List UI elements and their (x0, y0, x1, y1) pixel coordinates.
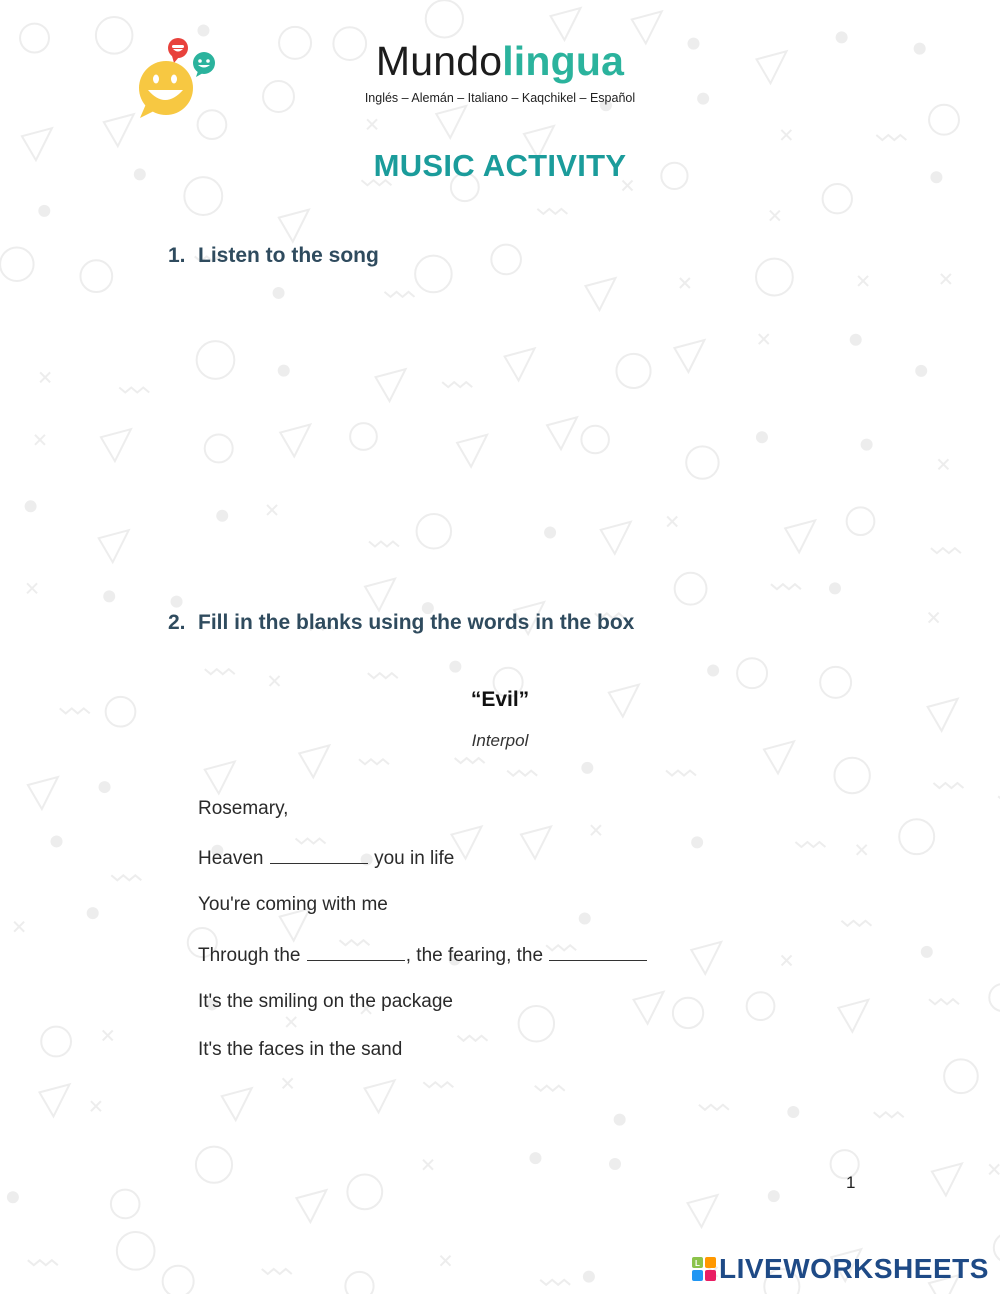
bg-triangle (365, 579, 395, 611)
bg-ring (989, 984, 1000, 1011)
bg-dot (25, 500, 37, 512)
page-title: MUSIC ACTIVITY (373, 148, 627, 183)
bg-zigzag (385, 292, 415, 297)
bg-dot (51, 835, 63, 847)
bg-ring (0, 247, 33, 280)
lyric-text: Heaven (198, 848, 264, 869)
bg-triangle (365, 1080, 395, 1112)
bg-cross (938, 459, 948, 469)
bg-dot (273, 287, 285, 299)
badge-letter: L (695, 1259, 700, 1268)
bg-ring (929, 105, 959, 135)
bg-zigzag (60, 708, 90, 713)
bg-triangle (104, 114, 134, 146)
bg-cross (781, 130, 791, 140)
bg-zigzag (359, 759, 389, 764)
bg-triangle (457, 435, 487, 467)
bg-ring (417, 514, 452, 549)
bg-dot (99, 781, 111, 793)
bg-triangle (688, 1195, 718, 1227)
page-number: 1 (846, 1173, 856, 1192)
bg-triangle (222, 1088, 252, 1120)
bg-zigzag (876, 135, 906, 140)
bg-ring (994, 1233, 1000, 1263)
bg-ring (616, 354, 650, 388)
bg-ring (41, 1027, 71, 1057)
bg-ring (263, 81, 294, 112)
bg-zigzag (841, 921, 871, 926)
bg-zigzag (666, 771, 696, 776)
lyric-line-2 (198, 846, 454, 870)
bg-zigzag (296, 839, 326, 844)
bg-ring (491, 245, 521, 275)
bg-ring (673, 998, 703, 1028)
bg-zigzag (771, 584, 801, 589)
bg-ring (519, 1006, 554, 1041)
bg-triangle (674, 340, 704, 372)
bg-triangle (205, 762, 235, 794)
brand-name (300, 38, 700, 85)
section-heading-text: Listen to the song (198, 244, 379, 267)
bg-zigzag (537, 209, 567, 214)
song-artist: Interpol (471, 731, 529, 750)
bg-triangle (634, 992, 664, 1024)
bg-zigzag (535, 1086, 565, 1091)
bg-ring (675, 573, 707, 605)
bg-triangle (452, 827, 482, 859)
bg-dot (581, 762, 593, 774)
section-number: 1. (168, 244, 186, 267)
bg-ring (426, 0, 463, 37)
section-heading-fill-blanks (168, 611, 634, 635)
bg-ring (106, 697, 136, 727)
bg-zigzag (423, 1082, 453, 1087)
bg-ring (737, 658, 767, 688)
bg-cross (667, 517, 677, 527)
bg-cross (27, 583, 37, 593)
bg-triangle (296, 1190, 326, 1222)
bg-ring (415, 256, 452, 293)
bg-dot (134, 168, 146, 180)
lyric-text: , the fearing, the (405, 945, 544, 966)
bg-dot (921, 946, 933, 958)
bg-ring (823, 184, 852, 213)
bg-triangle (757, 51, 787, 83)
bg-triangle (585, 278, 615, 310)
bg-zigzag (28, 1260, 58, 1265)
bg-zigzag (933, 783, 963, 788)
bg-triangle (101, 429, 131, 461)
bg-zigzag (929, 999, 959, 1004)
bg-zigzag (874, 1112, 904, 1117)
bg-ring (117, 1232, 155, 1270)
lyric-line-1: Rosemary, (198, 798, 289, 819)
bg-cross (270, 676, 280, 686)
blank-field[interactable] (307, 943, 405, 961)
liveworksheets-logo[interactable] (692, 1253, 989, 1285)
bg-cross (857, 845, 867, 855)
bg-dot (707, 664, 719, 676)
bg-dot (768, 1190, 780, 1202)
bg-cross (941, 274, 951, 284)
bg-triangle (547, 417, 577, 449)
bg-ring (899, 819, 934, 854)
bg-cross (14, 922, 24, 932)
brand-name-regular: Mundo (375, 38, 503, 84)
bg-dot (930, 171, 942, 183)
bg-triangle (99, 530, 129, 562)
bg-cross (440, 1256, 450, 1266)
bg-dot (583, 1271, 595, 1283)
lyric-line-6: It's the faces in the sand (198, 1039, 403, 1060)
bg-triangle (764, 741, 794, 773)
bg-triangle (280, 425, 310, 457)
bg-cross (35, 435, 45, 445)
blank-field[interactable] (270, 846, 368, 864)
lyric-line-5: It's the smiling on the package (198, 991, 453, 1012)
bg-dot (836, 31, 848, 43)
bg-triangle (691, 942, 721, 974)
bg-cross (591, 825, 601, 835)
bg-dot (449, 661, 461, 673)
bg-triangle (932, 1164, 962, 1196)
bg-dot (529, 1152, 541, 1164)
bg-ring (581, 426, 609, 454)
bg-cross (286, 1017, 296, 1027)
bg-triangle (838, 1000, 868, 1032)
bg-zigzag (369, 542, 399, 547)
bg-triangle (550, 8, 580, 40)
liveworksheets-wordmark: LIVEWORKSHEETS (719, 1253, 989, 1284)
bg-dot (579, 912, 591, 924)
bg-dot (38, 205, 50, 217)
lyric-text: you in life (374, 848, 455, 869)
brand-name-bold: lingua (502, 38, 625, 84)
bg-dot (787, 1106, 799, 1118)
bg-dot (756, 431, 768, 443)
bg-zigzag (458, 1036, 488, 1041)
bg-dot (914, 43, 926, 55)
section-number: 2. (168, 611, 186, 634)
bg-ring (756, 259, 793, 296)
bg-zigzag (119, 387, 149, 392)
bg-cross (423, 1160, 433, 1170)
lyric-text: Through the (198, 945, 301, 966)
bg-triangle (521, 827, 551, 859)
bg-cross (267, 505, 277, 515)
bg-triangle (505, 348, 535, 380)
bg-ring (197, 341, 235, 379)
bg-cross (782, 955, 792, 965)
bg-dot (829, 582, 841, 594)
bg-dot (87, 907, 99, 919)
bg-triangle (376, 369, 406, 401)
bg-dot (216, 510, 228, 522)
bg-ring (345, 1272, 373, 1294)
bg-zigzag (540, 1280, 570, 1285)
section-heading-listen (168, 244, 379, 268)
bg-zigzag (795, 842, 825, 847)
bg-cross (858, 276, 868, 286)
bg-dot (171, 596, 183, 608)
bg-ring (163, 1266, 194, 1294)
mundolingua-logo-icon (136, 36, 220, 120)
bg-dot (691, 836, 703, 848)
brand-tagline: Inglés – Alemán – Italiano – Kaqchikel – Español (364, 91, 636, 105)
bg-cross (103, 1030, 113, 1040)
bg-ring (20, 24, 49, 53)
bg-cross (929, 613, 939, 623)
bg-ring (686, 446, 718, 478)
bg-ring (834, 758, 869, 793)
bg-cross (40, 372, 50, 382)
bg-cross (367, 119, 377, 129)
bg-dot (544, 526, 556, 538)
bg-dot (278, 365, 290, 377)
bg-triangle (28, 777, 58, 809)
bg-zigzag (455, 758, 485, 763)
bg-zigzag (368, 673, 398, 678)
bg-cross (770, 211, 780, 221)
bg-zigzag (699, 1105, 729, 1110)
bg-ring (350, 423, 377, 450)
bg-zigzag (507, 771, 537, 776)
bg-triangle (39, 1084, 69, 1116)
bg-zigzag (262, 1269, 292, 1274)
bg-ring (96, 17, 133, 54)
bg-ring (80, 260, 112, 292)
bg-triangle (601, 522, 631, 554)
bg-cross (91, 1101, 101, 1111)
bg-zigzag (931, 548, 961, 553)
bg-zigzag (205, 669, 235, 674)
lyric-line-3: You're coming with me (198, 894, 388, 915)
bg-dot (614, 1114, 626, 1126)
bg-zigzag (111, 875, 141, 880)
song-title: “Evil” (470, 688, 530, 711)
blank-field[interactable] (549, 943, 647, 961)
bg-triangle (22, 128, 52, 160)
bg-triangle (279, 210, 309, 242)
bg-cross (989, 1164, 999, 1174)
liveworksheets-badge-icon (692, 1257, 716, 1281)
bg-ring (205, 434, 233, 462)
bg-triangle (785, 520, 815, 552)
bg-dot (609, 1158, 621, 1170)
bg-dot (861, 439, 873, 451)
bg-dot (850, 334, 862, 346)
bg-ring (847, 507, 875, 535)
bg-ring (347, 1174, 382, 1209)
bg-ring (111, 1190, 140, 1219)
lyric-line-4 (198, 943, 648, 967)
bg-cross (283, 1078, 293, 1088)
bg-cross (680, 278, 690, 288)
bg-dot (7, 1191, 19, 1203)
bg-ring (820, 667, 851, 698)
bg-triangle (928, 699, 958, 731)
bg-dot (103, 590, 115, 602)
bg-zigzag (442, 382, 472, 387)
bg-ring (747, 992, 775, 1020)
bg-cross (759, 334, 769, 344)
bg-dot (197, 25, 209, 37)
bg-triangle (436, 106, 466, 138)
bg-ring (196, 1147, 232, 1183)
section-heading-text: Fill in the blanks using the words in the box (198, 611, 635, 634)
bg-dot (915, 365, 927, 377)
bg-ring (944, 1059, 978, 1093)
